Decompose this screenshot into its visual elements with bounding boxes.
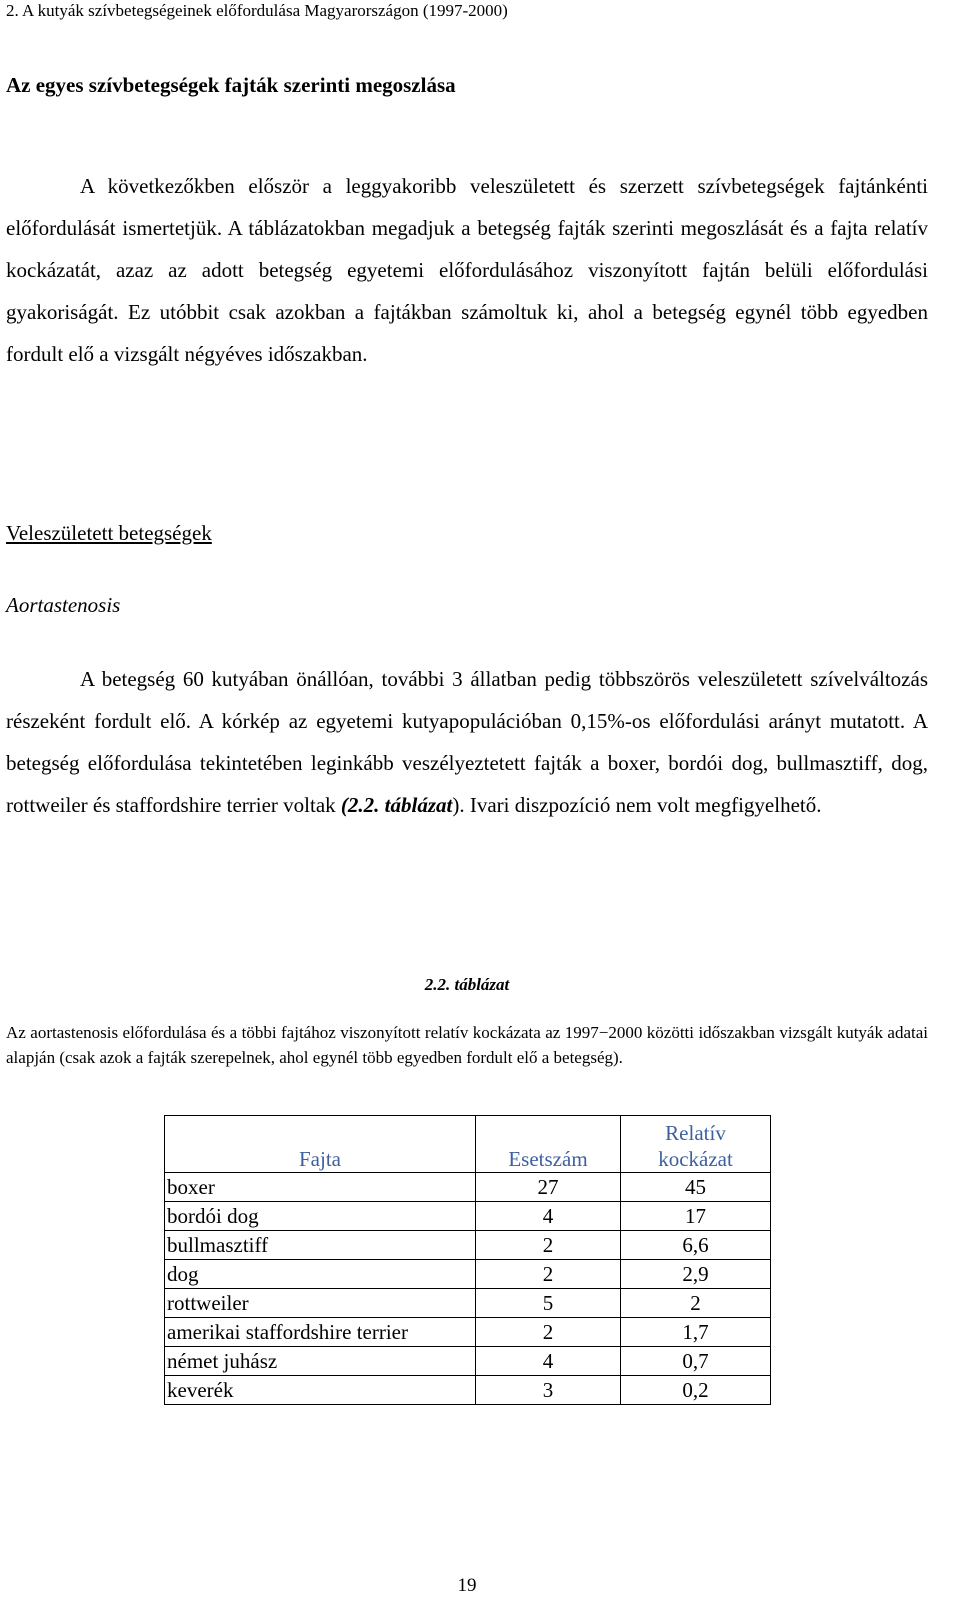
cell-cases: 27 [476, 1173, 621, 1202]
cell-breed: rottweiler [165, 1289, 476, 1318]
table-row [165, 1376, 771, 1405]
cell-risk: 17 [621, 1202, 771, 1231]
cell-breed: dog [165, 1260, 476, 1289]
table-row [165, 1347, 771, 1376]
header-cases: Esetszám [476, 1116, 621, 1173]
table-row [165, 1318, 771, 1347]
table-reference: (2.2. táblázat [340, 793, 453, 817]
cell-risk: 0,2 [621, 1376, 771, 1405]
aortastenosis-paragraph [6, 658, 928, 826]
header-risk [621, 1116, 771, 1173]
cell-risk: 45 [621, 1173, 771, 1202]
cell-breed: bullmasztiff [165, 1231, 476, 1260]
table-row [165, 1260, 771, 1289]
table-header-row [165, 1116, 771, 1173]
table-body [165, 1173, 771, 1405]
cell-breed: boxer [165, 1173, 476, 1202]
table-row [165, 1202, 771, 1231]
cell-risk: 6,6 [621, 1231, 771, 1260]
paragraph-text-part1: A betegség 60 kutyában önállóan, további 3 állatban pedig többszörös veleszületett szívelváltozás részeként fordult elő. A kórkép az egyetemi kutyapopulációban 0,15%-os előfordulási arányt mutatott. A betegség előfordulása tekintetében leginkább veszélyeztetett fajták a boxer, bordói dog, bullmasztiff, dog, rottweiler és staffordshire terrier voltak [6, 667, 928, 817]
cell-breed: amerikai staffordshire terrier [165, 1318, 476, 1347]
table-row [165, 1231, 771, 1260]
paragraph-text-part2: ). Ivari diszpozíció nem volt megfigyelhető. [452, 793, 822, 817]
cell-cases: 2 [476, 1231, 621, 1260]
cell-cases: 2 [476, 1318, 621, 1347]
intro-paragraph: A következőkben először a leggyakoribb veleszületett és szerzett szívbetegségek fajtánkénti előfordulását ismertetjük. A táblázatokban megadjuk a betegség fajták szerinti megoszlását és a fajta relatív kockázatát, azaz az adott betegség egyetemi előfordulásához viszonyított fajtán belüli előfordulási gyakoriságát. Ez utóbbit csak azokban a fajtákban számoltuk ki, ahol a betegség egynél több egyedben fordult elő a vizsgált négyéves időszakban. [6, 174, 928, 366]
page-number: 19 [457, 1575, 477, 1596]
table-row [165, 1289, 771, 1318]
header-risk-line2: kockázat [658, 1147, 733, 1171]
cell-breed: német juhász [165, 1347, 476, 1376]
cell-cases: 4 [476, 1202, 621, 1231]
subsection-title: Veleszületett betegségek [6, 521, 212, 545]
table-row [165, 1173, 771, 1202]
cell-cases: 4 [476, 1347, 621, 1376]
header-breed: Fajta [165, 1116, 476, 1173]
cell-cases: 5 [476, 1289, 621, 1318]
cell-breed: bordói dog [165, 1202, 476, 1231]
cell-cases: 2 [476, 1260, 621, 1289]
header-risk-line1: Relatív [665, 1121, 726, 1145]
cell-risk: 2,9 [621, 1260, 771, 1289]
breed-risk-table [164, 1115, 771, 1405]
cell-cases: 3 [476, 1376, 621, 1405]
running-header: 2. A kutyák szívbetegségeinek előfordulása Magyarországon (1997-2000) [6, 1, 508, 20]
cell-breed: keverék [165, 1376, 476, 1405]
cell-risk: 2 [621, 1289, 771, 1318]
table-caption: Az aortastenosis előfordulása és a többi fajtához viszonyított relatív kockázata az 1997−2000 közötti időszakban vizsgált kutyák adatai alapján (csak azok a fajták szerepelnek, ahol egynél több egyedben fordult elő a betegség). [6, 1023, 928, 1067]
disease-title: Aortastenosis [6, 593, 121, 617]
table-number: 2.2. táblázat [424, 975, 510, 994]
cell-risk: 0,7 [621, 1347, 771, 1376]
cell-risk: 1,7 [621, 1318, 771, 1347]
section-title: Az egyes szívbetegségek fajták szerinti megoszlása [6, 73, 456, 97]
